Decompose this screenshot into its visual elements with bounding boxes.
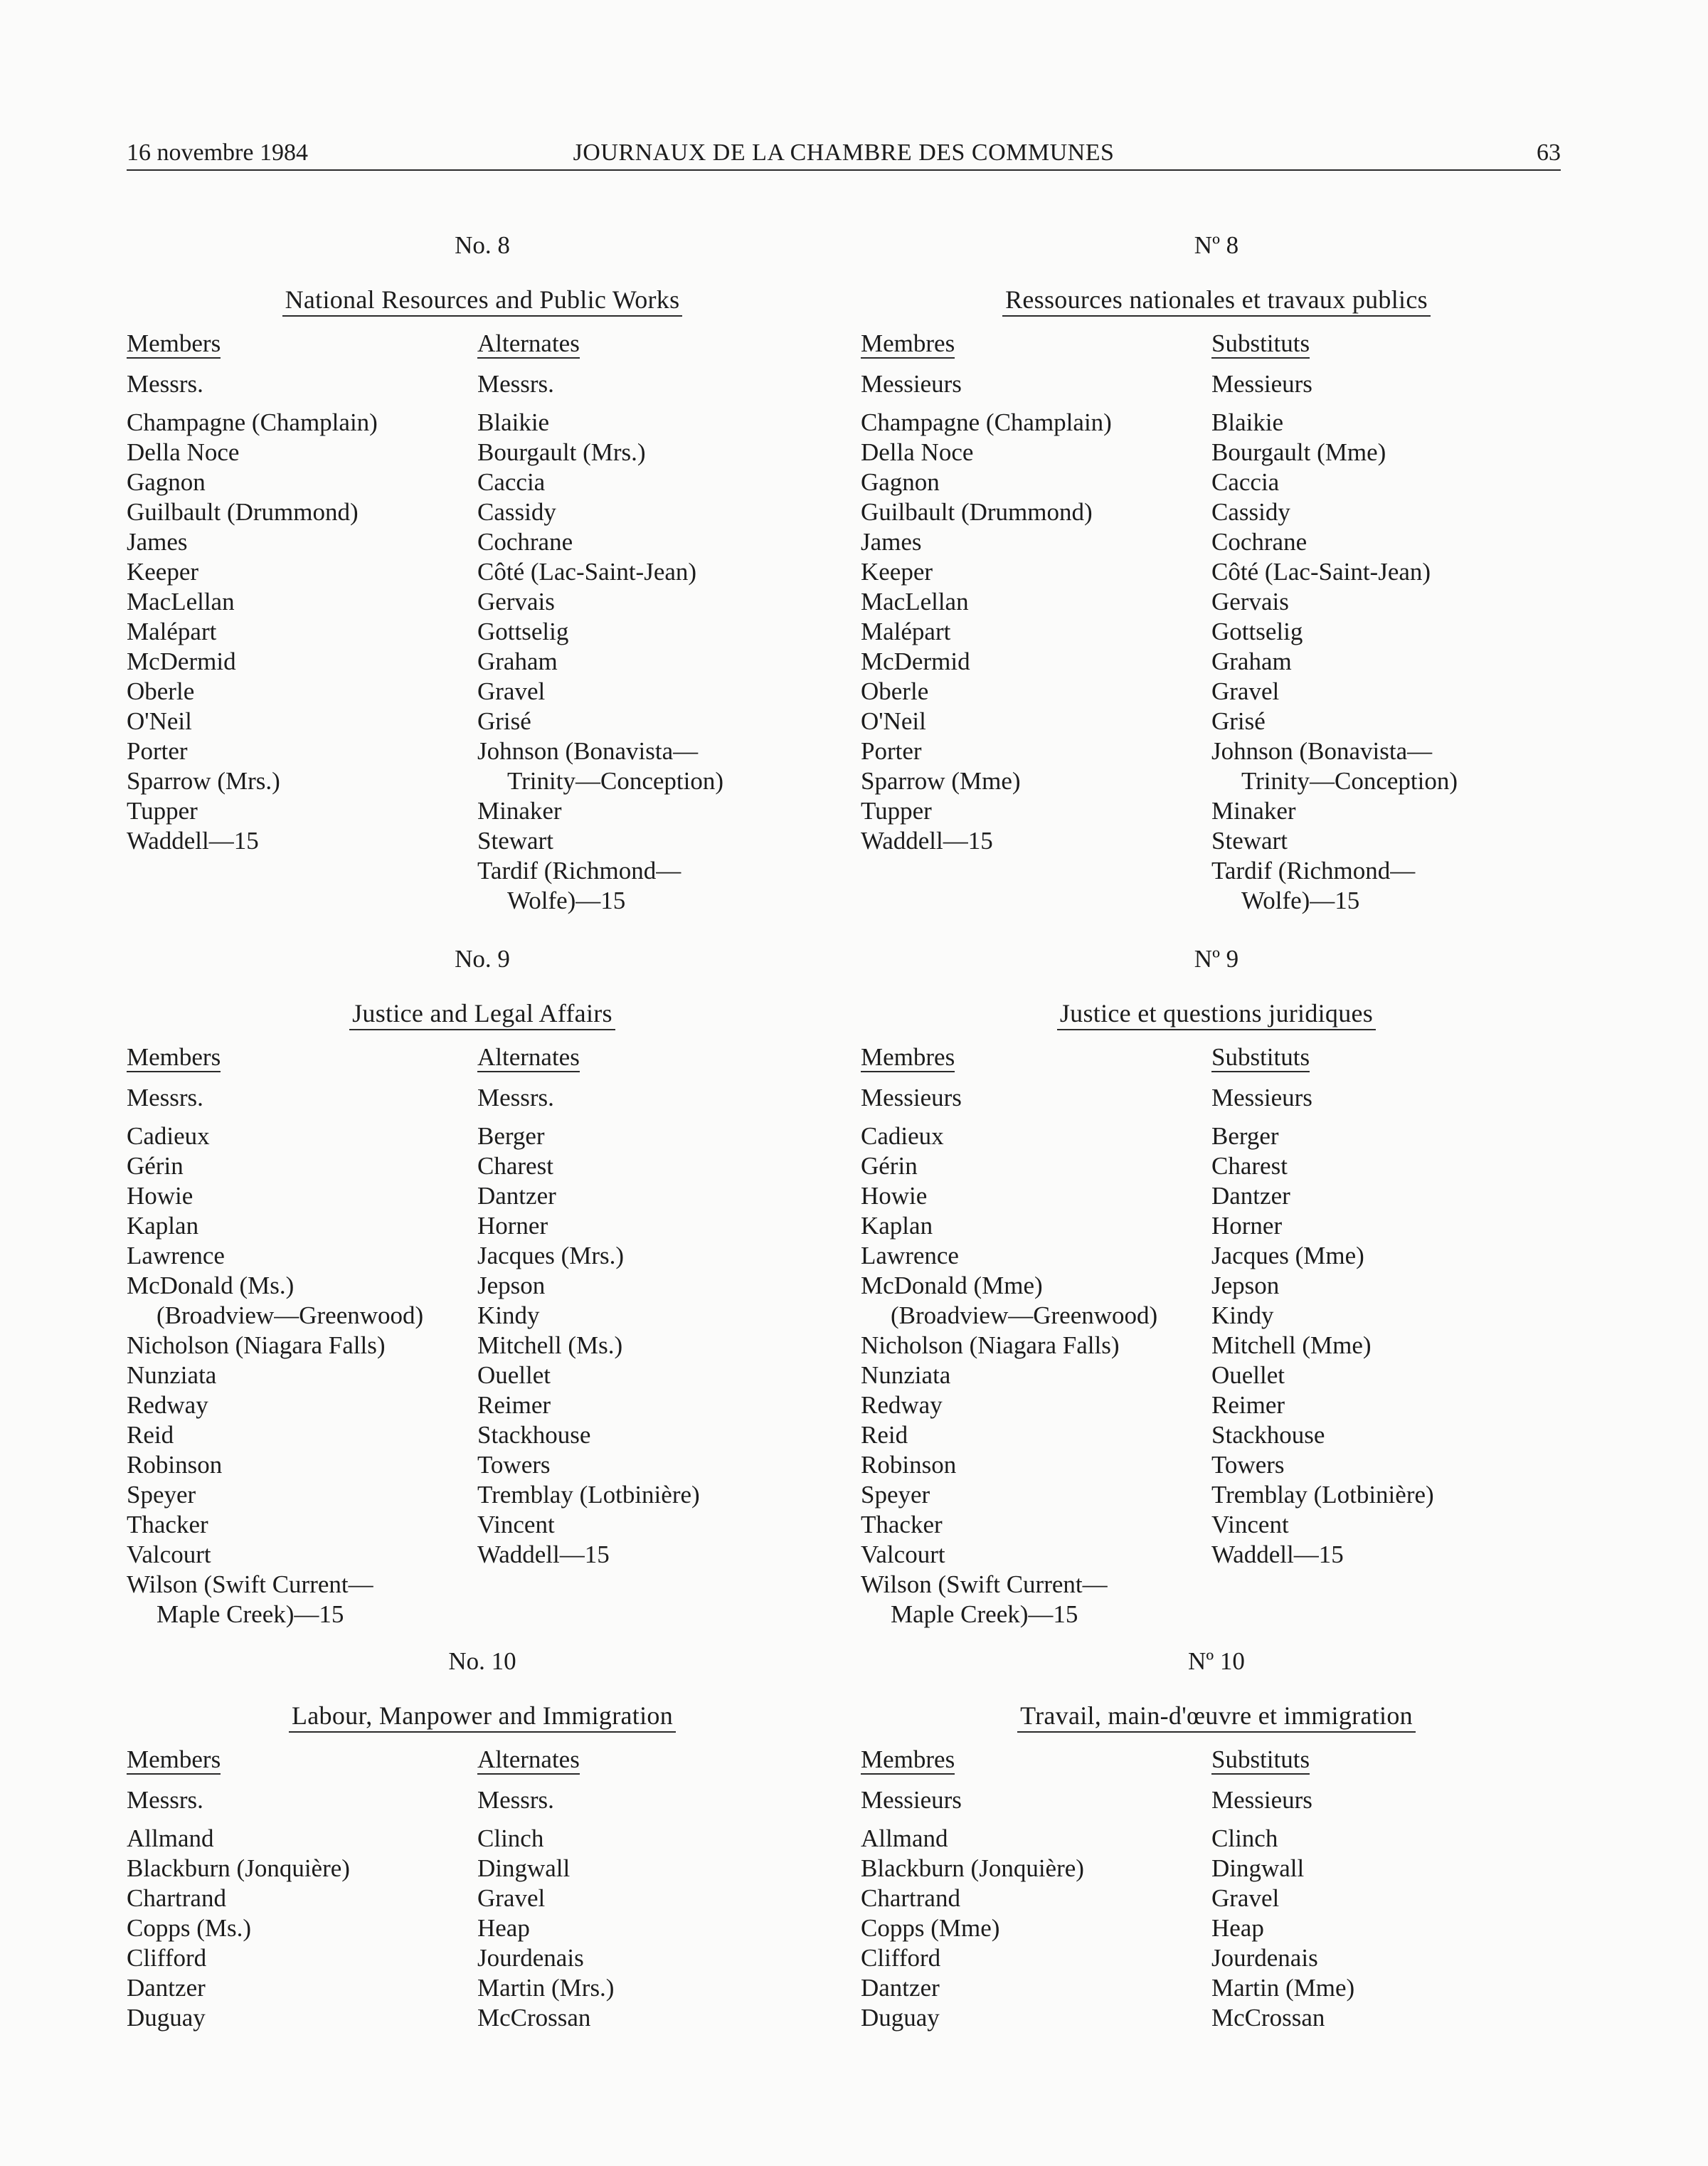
french-1-alternates-name: Charest [1211,1152,1288,1180]
page-number: 63 [1537,139,1561,166]
english-0-alternates-name: Cochrane [477,528,573,556]
committee-name: Ressources nationales et travaux publics [861,285,1572,315]
alternates-salutation: Messieurs [1211,1084,1312,1111]
french-0-members-name: Guilbault (Drummond) [861,498,1093,526]
committee-name: Labour, Manpower and Immigration [127,1701,838,1731]
english-1-alternates-name: Tremblay (Lotbinière) [477,1481,700,1509]
members-salutation: Messrs. [127,1084,203,1111]
committee-name: National Resources and Public Works [127,285,838,315]
alternates-heading: Alternates [477,329,580,357]
french-2-alternates-name: McCrossan [1211,2004,1325,2032]
french-0-alternates-name: Graham [1211,648,1292,675]
french-1-members-name: Thacker [861,1511,943,1538]
french-2-alternates-name: Jourdenais [1211,1944,1318,1972]
french-1-alternates-name: Stackhouse [1211,1421,1325,1449]
alternates-salutation: Messieurs [1211,370,1312,398]
members-column [861,1042,1202,1629]
alternates-heading: Alternates [477,1745,580,1773]
french-0-alternates-name: Grisé [1211,707,1266,735]
english-1-alternates-name: Dantzer [477,1182,556,1210]
committee-number: No. 8 [455,231,510,259]
english-1-members-name: Lawrence [127,1242,225,1269]
french-0-members-name: Sparrow (Mme) [861,767,1021,795]
english-0-members-name: McDermid [127,648,236,675]
english-2-members-name: Copps (Ms.) [127,1914,252,1942]
english-1-members-name: Robinson [127,1451,223,1479]
english-2-alternates-name: McCrossan [477,2004,591,2032]
english-0-alternates-name: Wolfe)—15 [507,887,626,914]
french-2-alternates-list [1211,1824,1581,2033]
french-1-members-name: Gérin [861,1152,918,1180]
members-heading: Membres [861,1745,955,1773]
english-1-members-name: Valcourt [127,1541,211,1568]
french-1-members-name: Nunziata [861,1361,951,1389]
french-1-alternates-name: Jacques (Mme) [1211,1242,1364,1269]
committee-number: Nº 10 [1188,1647,1245,1675]
english-2-members-list [127,1824,468,2033]
french-0-members-name: James [861,528,922,556]
french-2-members-name: Duguay [861,2004,940,2032]
english-1-alternates-name: Jacques (Mrs.) [477,1242,625,1269]
members-salutation: Messrs. [127,1786,203,1814]
english-0-alternates-name: Bourgault (Mrs.) [477,438,646,466]
members-salutation: Messieurs [861,1084,962,1111]
members-salutation: Messrs. [127,370,203,398]
french-0-alternates-name: Minaker [1211,797,1296,825]
english-2-alternates-name: Gravel [477,1884,546,1912]
french-2-alternates-name: Martin (Mme) [1211,1974,1355,2002]
alternates-column [1211,1745,1581,2033]
english-0-alternates-name: Cassidy [477,498,556,526]
english-1-members-name: McDonald (Ms.) [127,1272,295,1299]
alternates-column [477,1042,847,1570]
french-0-members-name: O'Neil [861,707,926,735]
english-0-alternates-name: Trinity—Conception) [507,767,723,795]
french-1-alternates-name: Berger [1211,1122,1279,1150]
english-1-alternates-name: Jepson [477,1272,546,1299]
english-2-alternates-name: Heap [477,1914,530,1942]
french-2-alternates-name: Clinch [1211,1824,1278,1852]
english-1-alternates-list [477,1121,847,1570]
french-2-members-name: Copps (Mme) [861,1914,1000,1942]
members-heading: Membres [861,329,955,357]
english-0-members-name: Sparrow (Mrs.) [127,767,280,795]
french-2-members-name: Chartrand [861,1884,960,1912]
english-2-members-name: Duguay [127,2004,206,2032]
french-0-alternates-name: Caccia [1211,468,1280,496]
french-1-alternates-name: Dantzer [1211,1182,1290,1210]
french-0-members-name: Gagnon [861,468,940,496]
english-1-alternates-name: Towers [477,1451,551,1479]
french-0-alternates-name: Gottselig [1211,618,1303,645]
french-1-alternates-name: Towers [1211,1451,1285,1479]
french-0-alternates-name: Gervais [1211,588,1289,616]
french-2-members-name: Clifford [861,1944,941,1972]
alternates-salutation: Messieurs [1211,1786,1312,1814]
french-0-alternates-name: Gravel [1211,677,1280,705]
french-0-alternates-name: Cochrane [1211,528,1307,556]
members-heading: Members [127,1043,221,1071]
english-1-alternates-name: Ouellet [477,1361,551,1389]
alternates-heading: Alternates [477,1043,580,1071]
alternates-column [477,329,847,916]
english-0-members-name: Gagnon [127,468,206,496]
french-2-members-name: Blackburn (Jonquière) [861,1854,1084,1882]
english-0-alternates-name: Gottselig [477,618,569,645]
alternates-salutation: Messrs. [477,370,554,398]
french-2-alternates-name: Gravel [1211,1884,1280,1912]
alternates-column [477,1745,847,2033]
french-1-alternates-list [1211,1121,1581,1570]
french-1-alternates-name: Mitchell (Mme) [1211,1331,1372,1359]
english-1-members-name: Maple Creek)—15 [157,1600,344,1628]
english-1-members-name: Reid [127,1421,174,1449]
english-1-alternates-name: Stackhouse [477,1421,591,1449]
page-header [127,134,1561,171]
english-0-members-name: James [127,528,188,556]
alternates-column [1211,329,1581,916]
english-2-members-name: Allmand [127,1824,214,1852]
english-0-alternates-name: Tardif (Richmond— [477,857,681,884]
english-0-members-name: Keeper [127,558,199,586]
french-1-alternates-name: Tremblay (Lotbinière) [1211,1481,1434,1509]
french-0-members-name: Champagne (Champlain) [861,408,1112,436]
members-heading: Membres [861,1043,955,1071]
english-1-alternates-name: Waddell—15 [477,1541,610,1568]
english-0-members-name: Tupper [127,797,198,825]
french-1-members-list [861,1121,1202,1629]
english-1-members-name: (Broadview—Greenwood) [157,1301,424,1329]
english-1-alternates-name: Vincent [477,1511,555,1538]
french-0-alternates-name: Stewart [1211,827,1288,855]
french-0-members-list [861,408,1202,856]
french-0-alternates-name: Blaikie [1211,408,1284,436]
committee-number: Nº 9 [1194,945,1239,973]
members-column [127,1745,468,2033]
committee-name: Justice and Legal Affairs [127,998,838,1028]
english-0-members-name: Champagne (Champlain) [127,408,378,436]
english-2-alternates-list [477,1824,847,2033]
french-1-members-name: Lawrence [861,1242,959,1269]
french-1-members-name: Reid [861,1421,908,1449]
english-2-alternates-name: Martin (Mrs.) [477,1974,615,2002]
english-0-members-name: Malépart [127,618,217,645]
english-1-members-name: Cadieux [127,1122,210,1150]
english-1-members-name: Kaplan [127,1212,199,1240]
committee-name: Justice et questions juridiques [861,998,1572,1028]
english-2-alternates-name: Jourdenais [477,1944,584,1972]
alternates-heading: Substituts [1211,329,1310,357]
english-1-alternates-name: Berger [477,1122,545,1150]
members-column [861,1745,1202,2033]
committee-number: Nº 8 [1194,231,1239,259]
french-2-members-name: Dantzer [861,1974,940,2002]
members-salutation: Messieurs [861,1786,962,1814]
french-1-members-name: (Broadview—Greenwood) [891,1301,1158,1329]
english-0-alternates-name: Caccia [477,468,546,496]
french-0-alternates-name: Tardif (Richmond— [1211,857,1416,884]
alternates-heading: Substituts [1211,1043,1310,1071]
committee-name: Travail, main-d'œuvre et immigration [861,1701,1572,1731]
english-1-alternates-name: Mitchell (Ms.) [477,1331,623,1359]
french-1-alternates-name: Reimer [1211,1391,1285,1419]
english-0-members-name: Porter [127,737,188,765]
english-1-alternates-name: Kindy [477,1301,540,1329]
english-2-members-name: Dantzer [127,1974,206,2002]
english-0-alternates-name: Stewart [477,827,553,855]
french-0-alternates-name: Côté (Lac-Saint-Jean) [1211,558,1431,586]
french-0-alternates-name: Trinity—Conception) [1241,767,1458,795]
members-column [861,329,1202,856]
english-0-alternates-list [477,408,847,916]
french-2-members-name: Allmand [861,1824,948,1852]
english-0-members-name: Della Noce [127,438,240,466]
english-1-alternates-name: Charest [477,1152,553,1180]
french-1-alternates-name: Kindy [1211,1301,1274,1329]
french-1-members-name: Nicholson (Niagara Falls) [861,1331,1120,1359]
french-1-members-name: Cadieux [861,1122,944,1150]
english-0-members-name: MacLellan [127,588,235,616]
english-2-alternates-name: Clinch [477,1824,544,1852]
english-1-members-name: Redway [127,1391,208,1419]
english-1-members-list [127,1121,468,1629]
english-0-alternates-name: Johnson (Bonavista— [477,737,699,765]
french-0-members-name: Waddell—15 [861,827,993,855]
french-0-alternates-list [1211,408,1581,916]
french-2-alternates-name: Heap [1211,1914,1264,1942]
french-1-members-name: Robinson [861,1451,957,1479]
french-2-alternates-name: Dingwall [1211,1854,1305,1882]
french-2-members-list [861,1824,1202,2033]
english-0-members-name: Guilbault (Drummond) [127,498,359,526]
members-heading: Members [127,329,221,357]
french-0-members-name: Malépart [861,618,951,645]
french-1-members-name: McDonald (Mme) [861,1272,1043,1299]
english-1-members-name: Speyer [127,1481,196,1509]
committee-number: No. 9 [455,945,510,973]
english-1-alternates-name: Horner [477,1212,548,1240]
english-1-alternates-name: Reimer [477,1391,551,1419]
alternates-column [1211,1042,1581,1570]
english-1-members-name: Nicholson (Niagara Falls) [127,1331,386,1359]
english-1-members-name: Thacker [127,1511,208,1538]
french-0-members-name: Keeper [861,558,933,586]
english-1-members-name: Howie [127,1182,193,1210]
english-0-members-name: Waddell—15 [127,827,259,855]
members-heading: Members [127,1745,221,1773]
french-0-alternates-name: Wolfe)—15 [1241,887,1360,914]
english-2-members-name: Clifford [127,1944,207,1972]
committee-number: No. 10 [448,1647,516,1675]
french-0-members-name: McDermid [861,648,970,675]
english-0-members-name: O'Neil [127,707,192,735]
alternates-heading: Substituts [1211,1745,1310,1773]
english-0-alternates-name: Blaikie [477,408,550,436]
journal-title: JOURNAUX DE LA CHAMBRE DES COMMUNES [573,139,1115,166]
french-0-members-name: Tupper [861,797,932,825]
members-column [127,1042,468,1629]
english-0-alternates-name: Gervais [477,588,555,616]
english-0-alternates-name: Gravel [477,677,546,705]
french-1-members-name: Speyer [861,1481,930,1509]
french-1-alternates-name: Ouellet [1211,1361,1285,1389]
french-1-members-name: Maple Creek)—15 [891,1600,1078,1628]
french-1-members-name: Redway [861,1391,943,1419]
french-0-members-name: Porter [861,737,922,765]
french-1-alternates-name: Jepson [1211,1272,1280,1299]
english-1-members-name: Gérin [127,1152,184,1180]
english-1-members-name: Nunziata [127,1361,217,1389]
english-1-members-name: Wilson (Swift Current— [127,1570,373,1598]
french-1-alternates-name: Waddell—15 [1211,1541,1344,1568]
french-1-members-name: Wilson (Swift Current— [861,1570,1108,1598]
french-0-members-name: Oberle [861,677,929,705]
french-0-alternates-name: Bourgault (Mme) [1211,438,1386,466]
french-0-members-name: Della Noce [861,438,974,466]
alternates-salutation: Messrs. [477,1786,554,1814]
english-0-members-list [127,408,468,856]
english-0-alternates-name: Grisé [477,707,531,735]
english-2-alternates-name: Dingwall [477,1854,571,1882]
members-salutation: Messieurs [861,370,962,398]
french-0-alternates-name: Cassidy [1211,498,1290,526]
french-1-members-name: Howie [861,1182,928,1210]
french-0-members-name: MacLellan [861,588,969,616]
english-0-alternates-name: Minaker [477,797,562,825]
header-date: 16 novembre 1984 [127,139,308,166]
english-0-alternates-name: Côté (Lac-Saint-Jean) [477,558,697,586]
english-2-members-name: Blackburn (Jonquière) [127,1854,350,1882]
french-1-members-name: Valcourt [861,1541,945,1568]
english-0-alternates-name: Graham [477,648,558,675]
french-1-alternates-name: Vincent [1211,1511,1289,1538]
members-column [127,329,468,856]
alternates-salutation: Messrs. [477,1084,554,1111]
french-1-alternates-name: Horner [1211,1212,1283,1240]
english-0-members-name: Oberle [127,677,195,705]
french-1-members-name: Kaplan [861,1212,933,1240]
french-0-alternates-name: Johnson (Bonavista— [1211,737,1433,765]
english-2-members-name: Chartrand [127,1884,226,1912]
